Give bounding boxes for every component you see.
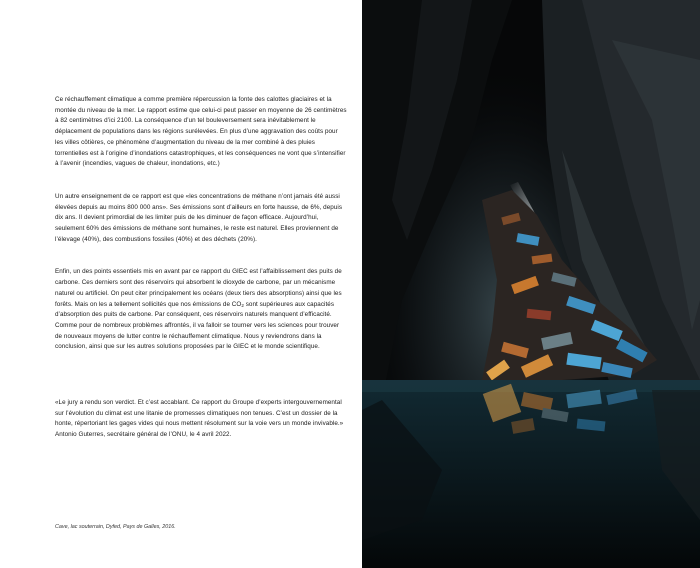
paragraph-methane: Un autre enseignement de ce rapport est que «les concentrations de méthane n’ont jamais été aussi élevées depuis au moins 800 000 ans». Ses émissions sont d’ailleurs en forte hausse, de 6%, depuis dix ans. Il devient primordial de les limiter puis de les diminuer de façon efficace. Aujourd’hui, seulement 60% des émissions de méthane sont humaines, le reste est naturel. Elles proviennent de l’élevage (40%), des combustions fossiles (40%) et des déchets (20%). [55, 192, 343, 243]
right-page [362, 0, 700, 568]
paragraph-carbon-sinks [55, 267, 347, 353]
body-text [55, 95, 347, 441]
guterres-quote: «Le jury a rendu son verdict. Et c’est accablant. Ce rapport du Groupe d’experts intergouvernemental sur l’évolution du climat est une litanie de promesses climatiques non tenues. C’est un dossier de la honte, répertoriant les gages vides qui nous mettent résolument sur la voie vers un monde invivable.» [55, 399, 344, 428]
carbon-sinks-text-end: sont supérieures aux capacités d’absorption des puits de carbone. Par conséquent, ces réservoirs naturels manquent d’efficacité. Comme pour de nombreux problèmes affrontés, il va falloir se tourner vers les sciences pour trouver de nouveaux moyens de lutter contre le réchauffement climatique. Nous y reviendrons dans la conclusion, ainsi que sur les autres solutions proposées par le GIEC et le monde scientifique. [55, 300, 340, 351]
paragraph-sea-level: Ce réchauffement climatique a comme première répercussion la fonte des calottes glaciaires et la montée du niveau de la mer. Le rapport estime que celui-ci peut passer en moyenne de 26 centimètres à 82 centimètres d’ici 2100. La conséquence d’un tel bouleversement sera inévitablement le déplacement de populations dans les régions surélevées. En plus d’une aggravation des coûts pour les villes côtières, ce phénomène d’augmentation du niveau de la mer combiné à des pluies torrentielles est à l’origine d’inondations catastrophiques, et les conséquences ne vont que s’intensifier à l’avenir (incendies, vagues de chaleur, inondations, etc.) [55, 96, 347, 168]
photo-caption: Cave, lac souterrain, Dyfed, Pays de Galles, 2016. [55, 524, 176, 530]
co2-subscript: 2 [241, 302, 244, 308]
quote-attribution: Antonio Guterres, secrétaire général de l’ONU, le 4 avril 2022. [55, 431, 232, 439]
water-line [362, 380, 700, 392]
cave-lake-photo [362, 0, 700, 568]
carbon-sinks-text-start: Enfin, un des points essentiels mis en avant par ce rapport du GIEC est l’affaiblissement des puits de carbone. Ces derniers sont des réservoirs qui absorbent le dioxyde de carbone, par un mécanisme naturel ou artificiel. On peut citer principalement les océans (deux tiers des absorptions) ainsi que les forêts. Mais on les a tellement sollicités que nos émissions de CO [55, 268, 342, 308]
